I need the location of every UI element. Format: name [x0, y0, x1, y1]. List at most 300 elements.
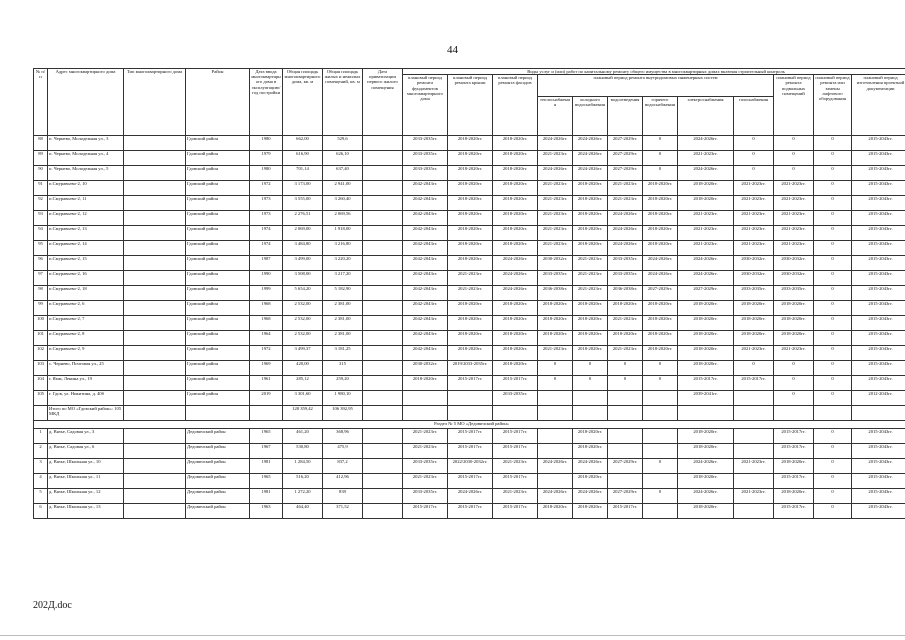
cell-gas: 0	[734, 136, 774, 151]
cell-fac: 2015-2017гг.	[493, 504, 538, 519]
cell-f: 2033-2035гг.	[403, 136, 448, 151]
cell-heat	[538, 429, 573, 444]
cell-total: 128 359,42	[283, 406, 323, 421]
cell-el: 2024-2026гг.	[678, 459, 734, 474]
cell-total: 461,20	[283, 429, 323, 444]
cell-base: 2015-2017гг.	[774, 504, 814, 519]
table-row	[34, 331, 905, 346]
cell-type	[124, 241, 186, 256]
cell-dist: Гдовский район	[186, 226, 250, 241]
cell-addr: Итого по МО «Гдовский район»: 105 МКД	[48, 406, 124, 421]
table-body-dedovichi	[34, 429, 905, 519]
table-row	[34, 504, 905, 519]
cell-type	[124, 391, 186, 406]
cell-n: 94	[34, 226, 48, 241]
cell-total: 3 301,60	[283, 391, 323, 406]
cell-fac: 2018-2020гг.	[493, 151, 538, 166]
cell-total: 530,80	[283, 444, 323, 459]
cell-el: 2024-2026гг.	[678, 256, 734, 271]
cell-roof: 2015-2017гг.	[448, 429, 493, 444]
cell-addr: д. Вязье, Школьная ул., 12	[48, 489, 124, 504]
cell-heat	[538, 391, 573, 406]
col-type: Тип многоквартирного дома	[124, 69, 186, 136]
col-heat: теплоснабжения	[538, 96, 573, 136]
cell-fac: 2018-2020гг.	[493, 181, 538, 196]
cell-f: 2042-2043гг.	[403, 316, 448, 331]
cell-sew: 2021-2023гг.	[608, 181, 643, 196]
cell-lift: 0	[814, 226, 852, 241]
cell-dist: Гдовский район	[186, 391, 250, 406]
cell-proj: 2015-2043гг.	[852, 474, 905, 489]
cell-proj: 2015-2043гг.	[852, 136, 905, 151]
cell-el: 2024-2026гг.	[678, 489, 734, 504]
cell-fac: 2015-2017гг.	[493, 376, 538, 391]
cell-living: 2 381,00	[323, 331, 363, 346]
cell-base	[774, 406, 814, 421]
cell-heat: 2021-2023гг.	[538, 181, 573, 196]
cell-n: 100	[34, 316, 48, 331]
cell-hot: 0	[643, 136, 678, 151]
cell-heat: 2021-2023гг.	[538, 151, 573, 166]
table-row	[34, 286, 905, 301]
cell-gas: 2021-2023гг.	[734, 346, 774, 361]
cell-proj: 2015-2043гг.	[852, 211, 905, 226]
cell-addr: п.Смуравьево-2, 9	[48, 346, 124, 361]
cell-cold: 2021-2023гг.	[573, 256, 608, 271]
cell-addr: п.Смуравьево-2, 16	[48, 271, 124, 286]
cell-sew: 2027-2029гг.	[608, 459, 643, 474]
cell-priv	[363, 271, 403, 286]
cell-el: 2021-2023гг.	[678, 241, 734, 256]
table-row	[34, 226, 905, 241]
cell-fac: 2018-2020гг.	[493, 166, 538, 181]
cell-f	[403, 406, 448, 421]
cell-proj: 2015-2043гг.	[852, 331, 905, 346]
cell-cold: 2021-2023гг.	[573, 271, 608, 286]
cell-priv	[363, 166, 403, 181]
table-row	[34, 459, 905, 474]
col-gas: газоснабжения	[734, 96, 774, 136]
cell-lift: 0	[814, 166, 852, 181]
footer-filename: 202Д.doc	[33, 600, 72, 611]
cell-type	[124, 459, 186, 474]
cell-living: 2 381,00	[323, 301, 363, 316]
cell-roof: 2018-2020гг.	[448, 151, 493, 166]
cell-fac: 2024-2026гг.	[493, 256, 538, 271]
cell-base: 0	[774, 361, 814, 376]
cell-f: 2033-2035гг.	[403, 151, 448, 166]
cell-gas	[734, 474, 774, 489]
table-row	[34, 406, 905, 421]
table-row	[34, 241, 905, 256]
cell-el: 2018-2020гг.	[678, 444, 734, 459]
cell-year: 1969	[250, 361, 283, 376]
cell-hot: 2018-2020гг.	[643, 346, 678, 361]
cell-f: 2042-2043гг.	[403, 301, 448, 316]
cell-lift: 0	[814, 241, 852, 256]
cell-dist: Гдовский район	[186, 346, 250, 361]
cell-priv	[363, 361, 403, 376]
cell-fac: 2015-2017гг.	[493, 474, 538, 489]
cell-gas: 2021-2023гг.	[734, 459, 774, 474]
cell-heat: 2030-2032гг.	[538, 256, 573, 271]
cell-heat: 2021-2023гг.	[538, 241, 573, 256]
cell-f: 2042-2043гг.	[403, 181, 448, 196]
cell-fac: 2018-2020гг.	[493, 301, 538, 316]
cell-n: 98	[34, 286, 48, 301]
cell-roof	[448, 391, 493, 406]
cell-hot: 0	[643, 376, 678, 391]
cell-roof: 2015-2017гг.	[448, 474, 493, 489]
cell-gas	[734, 504, 774, 519]
cell-total: 516,20	[283, 474, 323, 489]
cell-roof: 2015-2017гг.	[448, 444, 493, 459]
cell-gas: 2021-2023гг.	[734, 211, 774, 226]
cell-lift	[814, 406, 852, 421]
cell-type	[124, 444, 186, 459]
col-roof: плановый период ремонта крыши	[448, 75, 493, 136]
cell-lift: 0	[814, 136, 852, 151]
cell-heat: 2036-2038гг.	[538, 286, 573, 301]
cell-type	[124, 361, 186, 376]
cell-year: 1965	[250, 474, 283, 489]
cell-el: 2027-2029гг.	[678, 286, 734, 301]
cell-total: 285,12	[283, 376, 323, 391]
cell-roof: 2018-2020гг.	[448, 166, 493, 181]
cell-type	[124, 489, 186, 504]
cell-base: 2030-2032гг.	[774, 271, 814, 286]
col-cold-water: холодного водоснабжения	[573, 96, 608, 136]
cell-cold: 2018-2020гг.	[573, 181, 608, 196]
cell-living: 626,10	[323, 151, 363, 166]
cell-living: 837,2	[323, 459, 363, 474]
cell-cold: 2018-2020гг.	[573, 316, 608, 331]
cell-roof: 2018-2020гг.	[448, 211, 493, 226]
cell-priv	[363, 391, 403, 406]
cell-el: 2018-2020гг.	[678, 429, 734, 444]
cell-living: 315	[323, 361, 363, 376]
cell-base: 2021-2023гг.	[774, 346, 814, 361]
table-row	[34, 474, 905, 489]
cell-year: 1981	[250, 489, 283, 504]
section-title: Раздел № 5 МО «Дедовичский район»	[34, 421, 905, 429]
cell-type	[124, 474, 186, 489]
col-privatization: Дата приватизации первого жилого помещения	[363, 69, 403, 136]
cell-hot: 0	[643, 361, 678, 376]
cell-gas: 2021-2023гг.	[734, 226, 774, 241]
cell-el: 2018-2020гг.	[678, 474, 734, 489]
table-row	[34, 346, 905, 361]
repair-schedule-table-wrap	[33, 68, 905, 519]
cell-priv	[363, 474, 403, 489]
cell-proj: 2015-2043гг.	[852, 504, 905, 519]
cell-dist: Гдовский район	[186, 331, 250, 346]
cell-proj: 2015-2043гг.	[852, 181, 905, 196]
cell-gas	[734, 406, 774, 421]
cell-lift: 0	[814, 391, 852, 406]
cell-total: 3 555,00	[283, 196, 323, 211]
col-group-title: Виды услуг и (или) работ по капитальному ремонту общего имущества в многоквартирных домах включая строительный контроль	[403, 69, 905, 75]
cell-roof: 2018-2020гг.	[448, 301, 493, 316]
cell-addr: д. Вязье, Школьная ул., 11	[48, 474, 124, 489]
cell-priv	[363, 346, 403, 361]
cell-year: 1963	[250, 504, 283, 519]
cell-n	[34, 406, 48, 421]
cell-dist: Гдовский район	[186, 241, 250, 256]
cell-living: 529,6	[323, 136, 363, 151]
cell-cold: 2018-2020гг.	[573, 301, 608, 316]
col-year: Дата ввода многоквартирного дома в эксплуатацию/год постройки	[250, 69, 283, 136]
cell-heat: 2024-2026гг.	[538, 489, 573, 504]
cell-el: 2018-2020гг.	[678, 181, 734, 196]
cell-hot: 2018-2020гг.	[643, 226, 678, 241]
cell-el: 2018-2020гг.	[678, 196, 734, 211]
cell-year: 1972	[250, 181, 283, 196]
cell-total: 2 532,00	[283, 316, 323, 331]
cell-roof: 2018-2020гг.	[448, 256, 493, 271]
cell-cold	[573, 391, 608, 406]
cell-type	[124, 226, 186, 241]
cell-proj: 2015-2043гг.	[852, 256, 905, 271]
cell-base: 2021-2023гг.	[774, 241, 814, 256]
cell-hot: 2018-2020гг.	[643, 316, 678, 331]
cell-living: 2 381,00	[323, 316, 363, 331]
table-row	[34, 429, 905, 444]
col-num: № п/п	[34, 69, 48, 136]
cell-gas: 2018-2020гг.	[734, 301, 774, 316]
cell-dist: Гдовский район	[186, 301, 250, 316]
cell-el: 2018-2020гг.	[678, 316, 734, 331]
cell-sew: 0	[608, 376, 643, 391]
cell-roof: 2019/2033-2035гг.	[448, 361, 493, 376]
cell-sew: 2018-2020гг.	[608, 331, 643, 346]
cell-fac: 2018-2020гг.	[493, 241, 538, 256]
cell-lift: 0	[814, 331, 852, 346]
cell-fac	[493, 406, 538, 421]
col-elevator: плановый период ремонта или замены лифтового оборудования	[814, 75, 852, 136]
cell-hot: 0	[643, 151, 678, 166]
cell-type	[124, 211, 186, 226]
cell-total: 1 272,20	[283, 489, 323, 504]
cell-fac: 2018-2020гг.	[493, 196, 538, 211]
cell-fac: 2024-2026гг.	[493, 286, 538, 301]
cell-fac: 2021-2023гг.	[493, 459, 538, 474]
cell-n: 102	[34, 346, 48, 361]
cell-lift: 0	[814, 429, 852, 444]
table-row	[34, 256, 905, 271]
cell-heat: 2033-2035гг.	[538, 271, 573, 286]
cell-n: 103	[34, 361, 48, 376]
cell-living: 3 181,25	[323, 346, 363, 361]
cell-n: 95	[34, 241, 48, 256]
cell-f: 2021-2023гг.	[403, 474, 448, 489]
cell-proj: 2012-2043гг.	[852, 391, 905, 406]
cell-priv	[363, 489, 403, 504]
cell-hot	[643, 474, 678, 489]
cell-base: 2021-2023гг.	[774, 181, 814, 196]
table-row	[34, 196, 905, 211]
cell-cold: 2018-2020гг.	[573, 444, 608, 459]
cell-gas: 2021-2023гг.	[734, 181, 774, 196]
col-hot-water: горячего водоснабжения	[643, 96, 678, 136]
cell-cold: 2018-2020гг.	[573, 241, 608, 256]
cell-proj: 2015-2043гг.	[852, 489, 905, 504]
cell-priv	[363, 151, 403, 166]
cell-year: 1974	[250, 226, 283, 241]
cell-f: 2042-2043гг.	[403, 211, 448, 226]
cell-fac: 2015-2017гг.	[493, 444, 538, 459]
cell-year: 1980	[250, 136, 283, 151]
cell-dist: Гдовский район	[186, 181, 250, 196]
cell-proj: 2015-2043гг.	[852, 316, 905, 331]
scan-edge	[0, 633, 905, 640]
cell-roof: 2018-2020гг.	[448, 346, 493, 361]
cell-sew: 2027-2029гг.	[608, 166, 643, 181]
cell-base: 2018-2020гг.	[774, 459, 814, 474]
cell-f: 2042-2043гг.	[403, 256, 448, 271]
cell-priv	[363, 301, 403, 316]
cell-f	[403, 391, 448, 406]
cell-cold: 2018-2020гг.	[573, 346, 608, 361]
cell-f: 2042-2043гг.	[403, 286, 448, 301]
cell-priv	[363, 241, 403, 256]
cell-n: 104	[34, 376, 48, 391]
cell-dist: Гдовский район	[186, 196, 250, 211]
cell-hot: 2018-2020гг.	[643, 196, 678, 211]
cell-lift: 0	[814, 361, 852, 376]
cell-f: 2042-2043гг.	[403, 241, 448, 256]
cell-addr: п.Смуравьево-2, 13	[48, 226, 124, 241]
cell-el: 2039-2041гг.	[678, 391, 734, 406]
col-basement: плановый период ремонта подвальных помещений	[774, 75, 814, 136]
cell-fac: 2018-2020гг.	[493, 211, 538, 226]
cell-roof	[448, 406, 493, 421]
cell-sew: 2027-2029гг.	[608, 151, 643, 166]
cell-cold: 2024-2026гг.	[573, 136, 608, 151]
cell-priv	[363, 376, 403, 391]
cell-year: 1964	[250, 331, 283, 346]
cell-type	[124, 196, 186, 211]
table-row	[34, 376, 905, 391]
cell-type	[124, 316, 186, 331]
col-project-docs: плановый период изготовления проектной документации	[852, 75, 905, 136]
cell-dist: Дедовичский район	[186, 474, 250, 489]
cell-living: 5 182,90	[323, 286, 363, 301]
col-foundation: плановый период ремонта фундаментов многоквартирного дома	[403, 75, 448, 136]
cell-dist	[186, 406, 250, 421]
cell-total: 3 499,37	[283, 346, 323, 361]
cell-dist: Гдовский район	[186, 136, 250, 151]
cell-fac: 2018-2020гг.	[493, 316, 538, 331]
cell-gas: 2021-2023гг.	[734, 241, 774, 256]
cell-addr: п. Чернево, Молодежная ул., 5	[48, 166, 124, 181]
cell-hot: 2024-2026гг.	[643, 271, 678, 286]
cell-type	[124, 286, 186, 301]
cell-proj: 2015-2043гг.	[852, 301, 905, 316]
cell-el: 2018-2020гг.	[678, 361, 734, 376]
cell-hot	[643, 429, 678, 444]
cell-year: 1961	[250, 376, 283, 391]
cell-total: 2 069,00	[283, 226, 323, 241]
cell-f: 2042-2043гг.	[403, 196, 448, 211]
cell-el: 2024-2026гг.	[678, 271, 734, 286]
cell-living: 2 069,56	[323, 211, 363, 226]
cell-year: 1974	[250, 241, 283, 256]
cell-type	[124, 376, 186, 391]
cell-fac: 2033-2035гг.	[493, 391, 538, 406]
cell-living: 3 217,20	[323, 271, 363, 286]
cell-cold: 2024-2026гг.	[573, 151, 608, 166]
cell-n: 93	[34, 211, 48, 226]
cell-proj: 2015-2043гг.	[852, 151, 905, 166]
cell-living: 1 980,10	[323, 391, 363, 406]
cell-addr: д. Вязье, Садовая ул., 3	[48, 429, 124, 444]
cell-n: 99	[34, 301, 48, 316]
cell-lift: 0	[814, 211, 852, 226]
cell-sew: 2033-2035гг.	[608, 256, 643, 271]
cell-dist: Гдовский район	[186, 376, 250, 391]
cell-total: 2 532,00	[283, 301, 323, 316]
cell-dist: Гдовский район	[186, 286, 250, 301]
cell-type	[124, 181, 186, 196]
cell-sew	[608, 444, 643, 459]
cell-total: 3 499,00	[283, 256, 323, 271]
cell-el: 2021-2023гг.	[678, 211, 734, 226]
cell-type	[124, 136, 186, 151]
cell-type	[124, 256, 186, 271]
cell-total: 420,00	[283, 361, 323, 376]
cell-living: 475,9	[323, 444, 363, 459]
cell-roof: 2022/2030-2032гг.	[448, 459, 493, 474]
cell-cold: 2024-2026гг.	[573, 459, 608, 474]
cell-type	[124, 429, 186, 444]
cell-year: 1973	[250, 211, 283, 226]
cell-roof: 2018-2020гг.	[448, 136, 493, 151]
cell-heat: 0	[538, 361, 573, 376]
cell-fac: 2015-2017гг.	[493, 429, 538, 444]
cell-hot: 2024-2026гг.	[643, 256, 678, 271]
cell-addr: п.Смуравьево-2, 7	[48, 316, 124, 331]
cell-base: 2021-2023гг.	[774, 211, 814, 226]
cell-year: 1999	[250, 286, 283, 301]
cell-year: 1987	[250, 256, 283, 271]
cell-year: 1968	[250, 316, 283, 331]
cell-dist: Гдовский район	[186, 361, 250, 376]
cell-gas	[734, 391, 774, 406]
cell-year: 1981	[250, 459, 283, 474]
cell-roof: 2018-2020гг.	[448, 226, 493, 241]
cell-living: 3 260,40	[323, 196, 363, 211]
cell-gas: 2033-2035гг.	[734, 286, 774, 301]
cell-roof: 2015-2017гг.	[448, 376, 493, 391]
cell-base: 2030-2032гг.	[774, 256, 814, 271]
cell-addr: п.Смуравьево-2, 11	[48, 196, 124, 211]
cell-el: 2018-2020гг.	[678, 331, 734, 346]
cell-cold: 0	[573, 376, 608, 391]
cell-base: 2021-2023гг.	[774, 226, 814, 241]
cell-roof: 2018-2020гг.	[448, 241, 493, 256]
col-address: Адрес многоквартирного дома	[48, 69, 124, 136]
cell-n: 4	[34, 474, 48, 489]
cell-n: 88	[34, 136, 48, 151]
cell-proj: 2015-2043гг.	[852, 459, 905, 474]
cell-gas: 2030-2032гг.	[734, 271, 774, 286]
cell-n: 96	[34, 256, 48, 271]
cell-base: 2015-2017гг.	[774, 474, 814, 489]
cell-lift: 0	[814, 286, 852, 301]
cell-proj: 2015-2043гг.	[852, 346, 905, 361]
cell-heat: 2024-2026гг.	[538, 136, 573, 151]
